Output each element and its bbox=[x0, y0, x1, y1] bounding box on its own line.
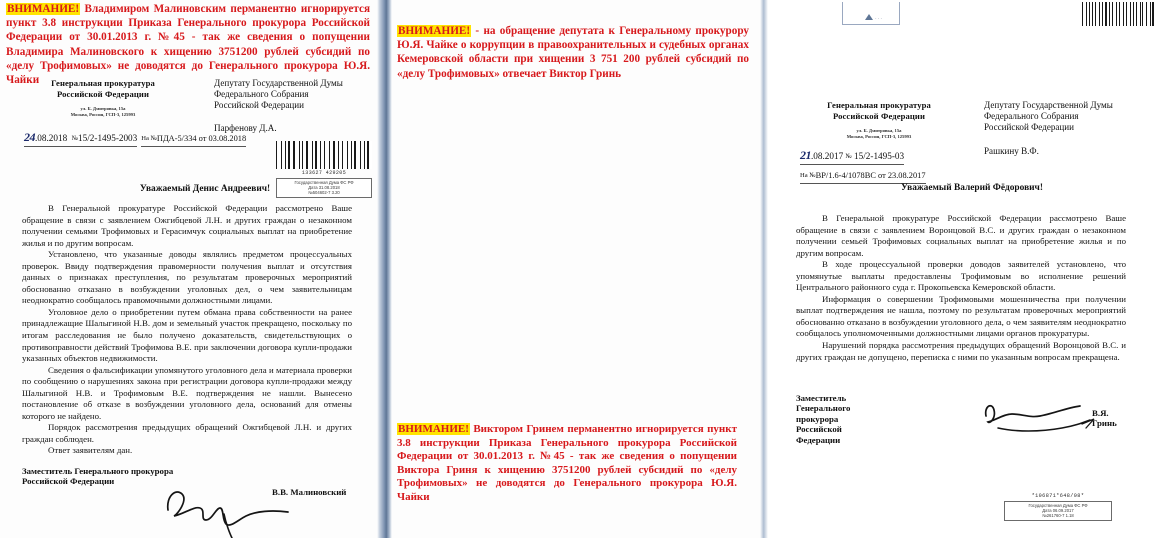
letterhead-address-line1: ул. Б. Дмитровка, 15а bbox=[856, 128, 902, 133]
page-divider bbox=[377, 0, 392, 538]
document-page-left bbox=[0, 0, 377, 538]
letterhead-address-line1: ул. Б. Дмитровка, 15а bbox=[80, 106, 126, 111]
addressee-line3: Российской Федерации bbox=[214, 100, 305, 111]
barcode-icon bbox=[1082, 2, 1156, 26]
registration-stamp-right bbox=[1004, 492, 1112, 521]
incoming-number: ПДА-5/334 от 03.08.2018 bbox=[156, 134, 247, 143]
letterhead-org-line2: Российской Федерации bbox=[56, 88, 150, 99]
reference-block-right bbox=[800, 146, 926, 184]
reference-number: 15/2-1495-2003 bbox=[78, 133, 138, 143]
paragraph: Нарушений порядка рассмотрения предыдущих обращений Воронцовой В.С. и других граждан не допущено, переписка с ними по указанным вопросам прекращена. bbox=[796, 340, 1126, 362]
paragraph: В Генеральной прокуратуре Российской Федерации рассмотрено Ваше обращение в связи с заявлением Ожгибцевой Л.Н. и других граждан о незаконном получении семьями Трофимовых и Герасимчук социальных выплат на приобретение жилья и по другим вопросам. bbox=[22, 203, 352, 248]
warning-banner-right-bottom bbox=[397, 423, 737, 505]
body-text-left bbox=[22, 203, 352, 457]
warning-highlight-right-bottom: ВНИМАНИЕ! bbox=[398, 423, 469, 435]
salutation-right: Уважаемый Валерий Фёдорович! bbox=[901, 183, 1043, 193]
addressee-line2: Федерального Собрания bbox=[984, 111, 1079, 122]
reference-block-left bbox=[24, 128, 246, 147]
warning-banner-right-top bbox=[397, 24, 749, 81]
letterhead-right bbox=[804, 100, 954, 140]
document-page-right bbox=[392, 0, 1126, 538]
letterhead-org-line2: Российской Федерации bbox=[832, 110, 926, 121]
signature-title-left bbox=[22, 466, 173, 487]
registration-mark-icon: ··· bbox=[842, 2, 900, 25]
paragraph: Установлено, что указанные доводы являлись предметом процессуальных проверок. Ввиду подтверждения правомерности получения выплат и отсутствия данных о признаках преступления, по результатам проверочных мероприятий обоснованно отказано в возбуждении уголовных дел, о чем заявительницам неоднократно сообщалось правомочными должностными лицами. bbox=[22, 249, 352, 306]
addressee-block-left bbox=[214, 78, 374, 134]
signature-title-line2: Российской Федерации bbox=[22, 476, 115, 487]
reference-handwritten-day: 21 bbox=[800, 148, 811, 162]
letterhead-org-line1: Генеральная прокуратура bbox=[827, 100, 931, 110]
stamp-box-right bbox=[1004, 501, 1112, 521]
handwritten-signature-left bbox=[160, 480, 310, 538]
warning-text-left: Владимиром Малиновским перманентно игнорируется пункт 3.8 инструкции Приказа Генерального прокурора Российской Федерации от 30.01.2013 г. №45 - так же сведения о попущении Владимира Малиновского к хищению 3751200 рублей субсидий по «делу Трофимовых» не доводятся до Генерального прокурора Ю.Я. Чайки bbox=[6, 3, 370, 87]
barcode-digits-right: *106871*648/08* bbox=[1031, 492, 1085, 499]
stamp-line2: Дата 06.09.2017 bbox=[1042, 507, 1074, 513]
paragraph: В Генеральной прокуратуре Российской Федерации рассмотрено Ваше обращение в связи с заявлением Воронцовой В.С. и других граждан о незаконном получении семьей Трофимовых социальных выплат на приобретение жилья и по другим вопросам. bbox=[796, 213, 1126, 258]
reference-number-prefix: № bbox=[845, 153, 852, 160]
stamp-line1: Государственная Дума ФС РФ bbox=[1028, 502, 1088, 508]
reference-number: 15/2-1495-03 bbox=[854, 151, 905, 161]
signatory-name-right: В.Я. Гринь bbox=[1092, 408, 1117, 428]
addressee-block-right bbox=[984, 100, 1149, 157]
signature-title-line1: Заместитель Генерального прокурора bbox=[22, 466, 174, 476]
stamp-line2: Дата 31.08.2018 bbox=[308, 184, 340, 190]
body-text-right bbox=[796, 213, 1126, 363]
paragraph: Сведения о фальсификации упомянутого уголовного дела и материала проверки по сообщению о нарушениях закона при регистрации договора купли-продажи между Шалыгиной Н.В. и Трофимовым В.Е. подтверждения не нашли. Вынесено постановление об отказе в возбуждении уголовного дела, оснований для отмены которого не найдено. bbox=[22, 364, 352, 421]
incoming-prefix: На № bbox=[141, 135, 157, 142]
stamp-line1: Государственная Дума ФС РФ bbox=[294, 179, 354, 185]
warning-highlight-left: ВНИМАНИЕ! bbox=[7, 3, 80, 15]
letterhead-address-line2: Москва, Россия, ГСП-3, 125993 bbox=[846, 134, 912, 140]
page-edge-right bbox=[760, 0, 768, 538]
reference-date-rest: .08.2018 bbox=[35, 133, 68, 143]
stamp-line3: №261760-7 1.18 bbox=[1042, 513, 1074, 519]
addressee-person: Парфенову Д.А. bbox=[214, 123, 277, 134]
signatory-name-left: В.В. Малиновский bbox=[272, 487, 347, 497]
warning-text-right-bottom: Виктором Гринем перманентно игнорируется пункт 3.8 инструкции Приказа Генерального прокурора Российской Федерации от 30.01.2013 г. №45 - так же сведения о попущении Виктора Гриня к хищению 3751200 рублей субсидий по «делу Трофимовых» не доводятся до Генерального прокурора Ю.Я. Чайки bbox=[397, 423, 738, 503]
letterhead-left bbox=[28, 78, 178, 118]
paragraph: Порядок рассмотрения предыдущих обращений Ожгибцевой Л.Н. и других граждан соблюден. bbox=[22, 422, 352, 444]
paragraph: Информация о совершении Трофимовыми мошенничества при получении выплат подтверждения не нашла, поэтому по результатам проверочных мероприятий обоснованно отказано в возбуждении уголовного дела, о чем заявителям неоднократно сообщалось уполномоченными должностными лицами органов прокуратуры. bbox=[796, 293, 1126, 339]
addressee-line3: Российской Федерации bbox=[984, 122, 1075, 133]
reference-date-rest: .08.2017 bbox=[811, 151, 844, 161]
warning-text-right-top: - на обращение депутата к Генеральному прокурору Ю.Я. Чайке о коррупции в правоохранительных и судебных органах Кемеровской области при хищении 3 751 200 рублей субсидий по «делу Трофимовых» отвечает Виктор Гринь bbox=[397, 25, 749, 80]
warning-highlight-right-top: ВНИМАНИЕ! bbox=[398, 25, 471, 37]
addressee-line1: Депутату Государственной Думы bbox=[984, 100, 1113, 110]
incoming-number: ВР/1.6-4/1078ВС от 23.08.2017 bbox=[815, 171, 926, 180]
stamp-line3: №504602-7 3.20 bbox=[308, 190, 340, 196]
addressee-person: Рашкину В.Ф. bbox=[984, 146, 1039, 157]
addressee-line2: Федерального Собрания bbox=[214, 89, 309, 100]
letterhead-org-line1: Генеральная прокуратура bbox=[51, 78, 155, 88]
letterhead-address-line2: Москва, Россия, ГСП-3, 125993 bbox=[70, 112, 136, 118]
signature-title-line1: Заместитель Генерального прокурора bbox=[796, 393, 851, 424]
handwritten-signature-right bbox=[982, 398, 1112, 442]
paragraph: В ходе процессуальной проверки доводов заявителей установлено, что упомянутые выплаты предоставлены Трофимовым во исполнение решений Центрального районного суда г. Прокопьевска Кемеровской области. bbox=[796, 259, 1126, 293]
salutation-left: Уважаемый Денис Андреевич! bbox=[139, 184, 271, 194]
signature-title-right bbox=[796, 393, 850, 445]
barcode-digits-left: 133627 429205 bbox=[301, 169, 347, 176]
paragraph: Уголовное дело о приобретении путем обмана права собственности на ранее принадлежащие Шалыгиной Н.В. дом и земельный участок прекращено, поскольку по итогам расследования не было получено доказательств, свидетельствующих о противоправности действий Трофимова В.Е. при заключении договора купли-продажи указанных объектов недвижимости. bbox=[22, 306, 352, 364]
incoming-prefix: На № bbox=[800, 172, 816, 179]
signature-title-line2: Российской Федерации bbox=[796, 424, 842, 445]
barcode-top-right bbox=[1082, 2, 1156, 26]
barcode-icon bbox=[276, 141, 372, 169]
warning-banner-left bbox=[6, 2, 370, 87]
reference-number-prefix: № bbox=[71, 135, 79, 142]
paragraph: Ответ заявителям дан. bbox=[48, 445, 133, 456]
reference-handwritten-day: 24 bbox=[24, 130, 35, 144]
addressee-line1: Депутату Государственной Думы bbox=[214, 78, 343, 88]
